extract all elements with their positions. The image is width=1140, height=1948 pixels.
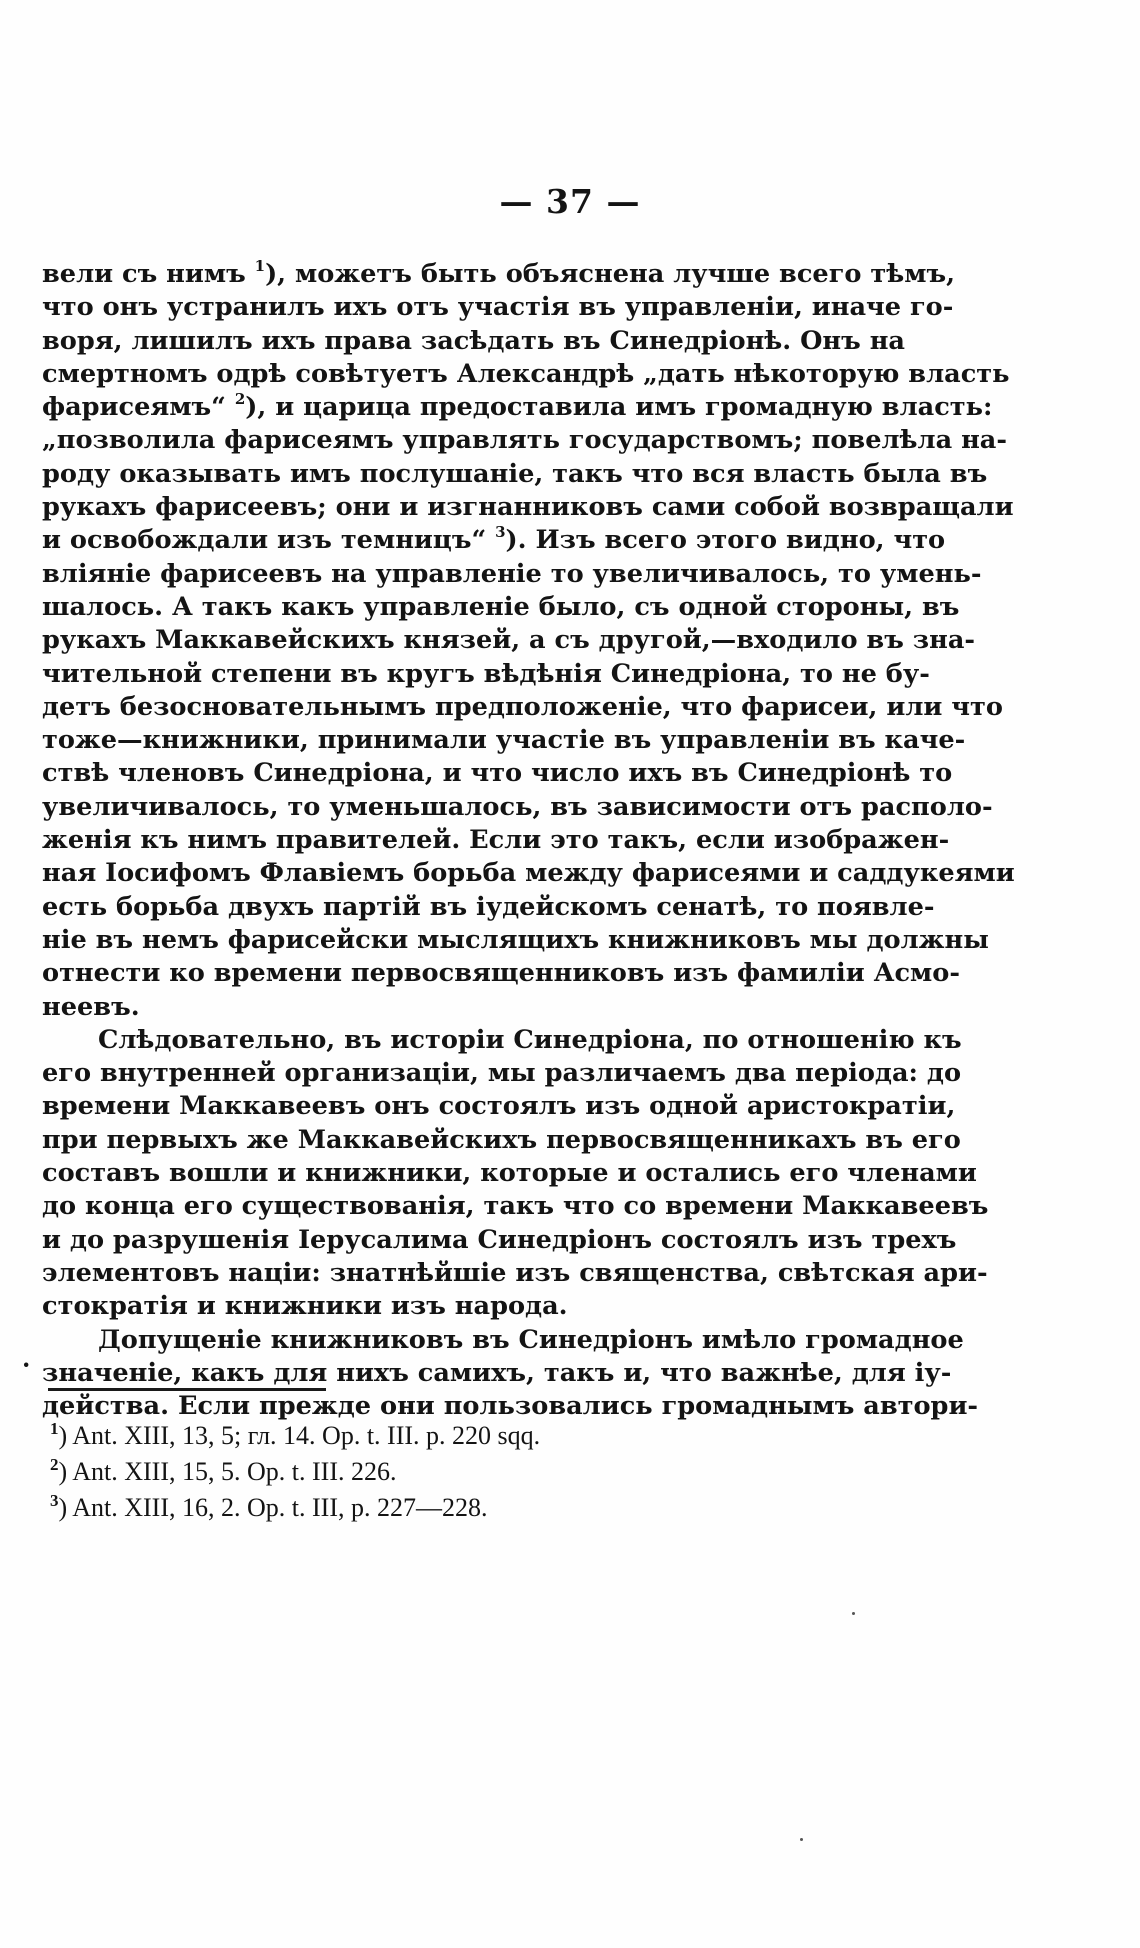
footnote-2: $^2$) Ant. XIII, 15, 5. Op. t. III. 226. <box>50 1455 397 1486</box>
paragraph-1 <box>42 257 1015 1024</box>
footnote-reference: 3 <box>495 523 506 542</box>
text-line: вели съ нимъ $^1$), можетъ быть объяснена лучше всего тѣмъ, <box>42 257 956 289</box>
paragraph-2 <box>42 1024 989 1324</box>
text-line: Слѣдовательно, въ исторіи Синедріона, по отношенію къ <box>98 1024 962 1055</box>
footnote-3: $^3$) Ant. XIII, 16, 2. Op. t. III, p. 227—228. <box>50 1491 488 1522</box>
footnote-text: Ant. XIII, 16, 2. Op. t. III, p. 227—228. <box>72 1493 488 1522</box>
text-line: смертномъ одрѣ совѣтуетъ Александрѣ „дать нѣкоторую власть <box>42 358 1010 389</box>
text-line: Допущеніе книжниковъ въ Синедріонъ имѣло громадное <box>98 1324 964 1355</box>
text-line: неевъ. <box>42 991 140 1022</box>
text-line: при первыхъ же Маккавейскихъ первосвященникахъ въ его <box>42 1124 961 1155</box>
text-line: до конца его существованія, такъ что со времени Маккавеевъ <box>42 1191 989 1222</box>
text-line: элементовъ націи: знатнѣйшіе изъ священства, свѣтская ари- <box>42 1257 988 1288</box>
text-line: воря, лишилъ ихъ права засѣдать въ Синедріонѣ. Онъ на <box>42 325 906 356</box>
text-line: рукахъ фарисеевъ; они и изгнанниковъ сами собой возвращали <box>42 492 1014 523</box>
footnote-reference: 1 <box>254 257 266 275</box>
text-line: чительной степени въ кругъ вѣдѣнія Синедріона, то не бу- <box>42 658 930 689</box>
paper-speck <box>800 1838 803 1841</box>
text-line: и освобождали изъ темницъ“ $^3$). Изъ всего этого видно, что <box>42 523 946 556</box>
text-line: есть борьба двухъ партій въ іудейскомъ сенатѣ, то появле- <box>42 891 935 922</box>
paper-speck <box>852 1612 855 1615</box>
text-line: ніе въ немъ фарисейски мыслящихъ книжниковъ мы должны <box>42 924 989 955</box>
text-line: его внутренней организаціи, мы различаемъ два періода: до <box>42 1058 962 1089</box>
text-line: стократія и книжники изъ народа. <box>42 1291 568 1322</box>
margin-dot: · <box>22 1350 31 1379</box>
footnotes <box>50 1418 850 1526</box>
page-number: — 37 — <box>499 182 641 221</box>
text-line: шалось. А такъ какъ управленіе было, съ одной стороны, въ <box>42 591 960 622</box>
footnote-text: Ant. XIII, 13, 5; гл. 14. Op. t. III. p. 220 sqq. <box>72 1421 541 1450</box>
text-line: времени Маккавеевъ онъ состоялъ изъ одной аристократіи, <box>42 1091 956 1122</box>
text-line: составъ вошли и книжники, которые и остались его членами <box>42 1158 977 1189</box>
body-text <box>42 257 1015 1423</box>
paragraph-3 <box>42 1324 979 1424</box>
footnote-marker: 3 <box>50 1491 59 1510</box>
text-line: увеличивалось, то уменьшалось, въ зависимости отъ располо- <box>42 791 993 822</box>
text-line: вліяніе фарисеевъ на управленіе то увеличивалось, то умень- <box>42 558 982 589</box>
text-line: значеніе, какъ для нихъ самихъ, такъ и, что важнѣе, для іу- <box>42 1357 952 1388</box>
text-line: и до разрушенія Іерусалима Синедріонъ состоялъ изъ трехъ <box>42 1224 957 1255</box>
footnote-reference: 2 <box>234 390 246 409</box>
text-line: рукахъ Маккавейскихъ князей, а съ другой,—входило въ зна- <box>42 625 976 656</box>
text-line: ная Іосифомъ Флавіемъ борьба между фарисеями и саддукеями <box>42 858 1015 889</box>
footnote-marker: 2 <box>50 1455 59 1474</box>
footnote-1: $^1$) Ant. XIII, 13, 5; гл. 14. Op. t. III. p. 220 sqq. <box>50 1419 541 1450</box>
text-line: что онъ устранилъ ихъ отъ участія въ управленіи, иначе го- <box>42 292 954 323</box>
text-line: „позволила фарисеямъ управлять государствомъ; повелѣла на- <box>42 425 1008 456</box>
footnote-text: Ant. XIII, 15, 5. Op. t. III. 226. <box>72 1457 397 1486</box>
text-line: действа. Если прежде они пользовались громаднымъ автори- <box>42 1391 979 1422</box>
footnote-marker: 1 <box>50 1419 59 1438</box>
text-line: детъ безосновательнымъ предположеніе, что фарисеи, или что <box>42 691 1003 722</box>
text-line: отнести ко времени первосвященниковъ изъ фамиліи Асмо- <box>42 958 960 989</box>
text-line: фарисеямъ“ $^2$), и царица предоставила имъ громадную власть: <box>42 390 993 423</box>
text-line: ствѣ членовъ Синедріона, и что число ихъ въ Синедріонѣ то <box>42 758 953 789</box>
text-line: роду оказывать имъ послушаніе, такъ что вся власть была въ <box>42 458 988 489</box>
text-line: тоже—книжники, принимали участіе въ управленіи въ каче- <box>42 725 966 756</box>
text-line: женія къ нимъ правителей. Если это такъ, если изображен- <box>42 825 950 856</box>
footnote-separator <box>48 1388 326 1391</box>
